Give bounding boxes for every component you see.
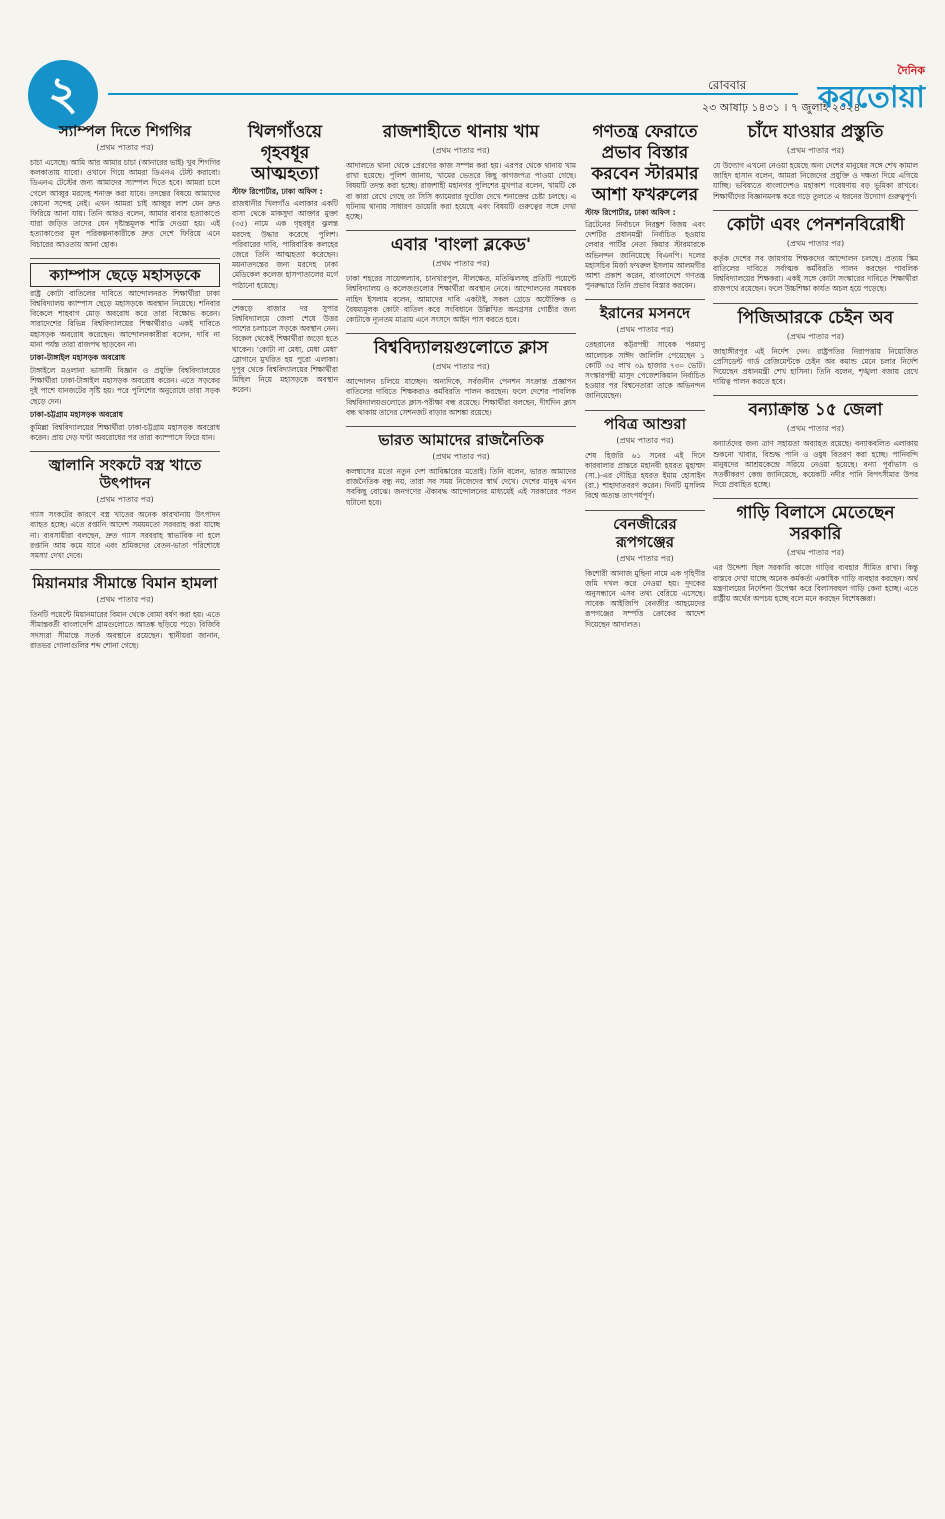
- divider: [713, 210, 918, 211]
- story-sample: [30, 122, 220, 250]
- story-body: ঢাকা শহরের সায়েন্সল্যাব, চানখারপুল, নীলক্ষেত, মতিঝিলসহ প্রতিটি পয়েন্টে বিশ্ববিদ্যালয় ও কলেজগুলোর শিক্ষার্থীরা অবস্থান নেবে। আন্দোলনের সমন্বয়ক নাহিদ ইসলাম বলেন, আমাদের দাবি একটাই, সকল গ্রেডে অযৌক্তিক ও বৈষম্যমূলক কোটা বাতিল করে সংবিধানে উল্লিখিত অনগ্রসর গোষ্ঠীর জন্য কোটাকে ন্যূনতম মাত্রায় এনে সংসদে আইন পাস করতে হবে।: [346, 274, 576, 325]
- continuation-note: (প্রথম পাতার পর): [616, 325, 674, 335]
- story-body: কর্তৃক দেশের সব জায়গায় শিক্ষকদের আন্দোলন চলছে। প্রত্যয় স্কিম বাতিলের দাবিতে সর্বাত্মক কর্মবিরতি পালন করছেন পাবলিক বিশ্ববিদ্যালয়ের শিক্ষকরা। একই সঙ্গে কোটা সংস্কারের দাবিতে শিক্ষার্থীরা রাজপথে রয়েছেন। ফলে উচ্চশিক্ষা কার্যত অচল হয়ে পড়েছে।: [713, 253, 918, 294]
- story-myanmar: [30, 574, 220, 651]
- story-quota-pension: [713, 215, 918, 295]
- continuation-note: (প্রথম পাতার পর): [96, 495, 154, 505]
- headline: ভারত আমাদের রাজনৈতিক: [378, 431, 544, 450]
- story-body: কুমিল্লা বিশ্ববিদ্যালয়ের শিক্ষার্থীরা ঢাকা-চট্টগ্রাম মহাসড়ক অবরোধ করেন। প্রায় দেড় ঘণ্টা অবরোধের পর তারা ক্যাম্পাসে ফিরে যান।: [30, 422, 220, 443]
- continuation-note: (প্রথম পাতার পর): [616, 553, 674, 563]
- story-body: বন্যার্তদের জন্য ত্রাণ সহায়তা অব্যাহত রয়েছে। বন্যাকবলিত এলাকায় শুকনো খাবার, বিশুদ্ধ পানি ও ওষুধ বিতরণ করা হচ্ছে। পানিবন্দি মানুষদের আশ্রয়কেন্দ্রে সরিয়ে নেওয়া হয়েছে। বন্যা পূর্বাভাস ও সতর্কীকরণ কেন্দ্র জানিয়েছে, কয়েকটি নদীর পানি বিপৎসীমার উপর দিয়ে প্রবাহিত হচ্ছে।: [713, 439, 918, 490]
- divider: [346, 426, 576, 427]
- story-university-class: [346, 338, 576, 418]
- story-body: শেকড়ে বাজার দর সুপার বিশ্ববিদ্যালয়ে জেলা শেষে উত্তর পাশের চলাচলে সড়কে অবস্থান নেন। বিকেল থেকেই শিক্ষার্থীরা জড়ো হতে থাকেন। 'কোটা না মেধা, মেধা মেধা' স্লোগানে মুখরিত হয় পুরো এলাকা। দুপুর থেকে বিশ্ববিদ্যালয়ের শিক্ষার্থীরা মিছিল নিয়ে মহাসড়কে অবস্থান করেন।: [232, 303, 338, 395]
- divider: [30, 258, 220, 259]
- divider: [30, 569, 220, 570]
- header-date: ২৩ আষাঢ় ১৪৩১ । ৭ জুলাই ২০২৪: [702, 101, 861, 114]
- story-body: শেষ হিজরি ৬১ সনের এই দিনে কারবালার প্রান্তরে মহানবী হযরত মুহাম্মদ (সা.)-এর দৌহিত্র হযরত ইমাম হোসাইন (রা.) শাহাদাতবরণ করেন। দিনটি মুসলিম বিশ্বে অত্যন্ত তাৎপর্যপূর্ণ।: [585, 450, 705, 501]
- headline: এবার 'বাংলা ব্লকেড': [390, 235, 532, 256]
- story-body: কলম্বাসের মতো নতুন দেশ আবিষ্কারের মতোই। তিনি বলেন, ভারত আমাদের রাজনৈতিক বন্ধু নয়, তারা সব সময় নিজেদের স্বার্থ দেখে। দেশের মানুষ এখন সবকিছু বোঝে। জনগণের ঐক্যবদ্ধ আন্দোলনের মাধ্যমেই এই সরকারের পতন ঘটানো হবে।: [346, 467, 576, 507]
- continuation-note: (প্রথম পাতার পর): [786, 146, 845, 155]
- masthead-title: করতোয়া: [817, 80, 925, 115]
- headline: খিলগাঁওয়ে গৃহবধূর আত্মহত্যা: [247, 122, 323, 184]
- story-body: টাঙ্গাইলে মওলানা ভাসানী বিজ্ঞান ও প্রযুক্তি বিশ্ববিদ্যালয়ের শিক্ষার্থীরা ঢাকা-টাঙ্গাইল মহাসড়ক অবরোধ করেন। এতে সড়কের দুই পাশে যানজটের সৃষ্টি হয়। পরে পুলিশের অনুরোধে তারা সড়ক ছেড়ে দেন।: [30, 366, 220, 406]
- story-body: আদালতে থানা থেকে প্রেরণের কাজ সম্পন্ন করা হয়। এরপর থেকে থানায় খাম রাখা হয়েছে। পুলিশ জানায়, খামের ভেতরে কিছু কাগজপত্র পাওয়া গেছে। বিষয়টি তদন্ত করা হচ্ছে। রাজশাহী মহানগর পুলিশের মুখপাত্র বলেন, খামটি কে বা কারা রেখে গেছে তা সিসি ক্যামেরার ফুটেজ দেখে শনাক্তের চেষ্টা চলছে। এ ঘটনায় থানায় সাধারণ ডায়েরি করা হয়েছে এবং বিষয়টি গুরুত্বের সঙ্গে দেখা হচ্ছে।: [346, 161, 576, 222]
- column-5: [713, 120, 918, 1500]
- story-continued: [232, 304, 338, 396]
- story-pgr: [713, 308, 918, 388]
- story-iran: [585, 304, 705, 401]
- continuation-note: (প্রথম পাতার পর): [432, 259, 490, 269]
- story-moon: [713, 122, 918, 202]
- headline: গণতন্ত্র ফেরাতে প্রভাব বিস্তার করবেন স্টারমার আশা ফখরুলের: [591, 122, 699, 205]
- story-car-luxury: [713, 503, 918, 604]
- continuation-note: (প্রথম পাতার পর): [432, 146, 490, 155]
- divider: [346, 230, 576, 231]
- headline: চাঁদে যাওয়ার প্রস্তুতি: [747, 122, 884, 142]
- headline: বন্যাক্রান্ত ১৫ জেলা: [748, 400, 883, 421]
- column-3: [346, 120, 576, 1500]
- story-ashura: [585, 415, 705, 502]
- headline: ক্যাম্পাস ছেড়ে মহাসড়কে: [30, 263, 220, 287]
- story-bangla-blockade: [346, 235, 576, 325]
- divider: [585, 299, 705, 300]
- masthead-small: দৈনিক: [897, 64, 925, 77]
- story-benazir: [585, 515, 705, 630]
- column-1: [30, 120, 220, 1500]
- story-campus: [30, 263, 220, 443]
- story-body: তেহরানের কট্টরপন্থী সাবেক পরমাণু আলোচক সাঈদ জালিলি পেয়েছেন ১ কোটি ৩৫ লাখ ৩৯ হাজার ৭৩০ ভোট। সংস্কারপন্থী মাসুদ পেজেশকিয়ান নির্বাচিত হওয়ার পর বিশ্বনেতারা তাকে অভিনন্দন জানিয়েছেন।: [585, 340, 705, 401]
- continuation-note: (প্রথম পাতার পর): [616, 435, 674, 445]
- story-body: জাহাঙ্গীরপুর এই নির্দেশ দেন। রাষ্ট্রপতির নিরাপত্তায় নিয়োজিত প্রেসিডেন্ট গার্ড রেজিমেন্টকে চেইন অব কমান্ড মেনে চলার নির্দেশ দিয়েছেন প্রধানমন্ত্রী শেখ হাসিনা। তিনি বলেন, শৃঙ্খলা বজায় রেখে দায়িত্ব পালন করতে হবে।: [713, 346, 918, 387]
- headline: ইরানের মসনদে: [600, 304, 690, 323]
- story-body: তিনটি পয়েন্টে মিয়ানমারের বিমান থেকে বোমা বর্ষণ করা হয়। এতে সীমান্তবর্তী বাংলাদেশি গ্রামগুলোতে আতঙ্ক ছড়িয়ে পড়ে। বিজিবি সদস্যরা সীমান্তে সতর্ক অবস্থানে রয়েছেন। স্থানীয়রা জানান, রাতভর গোলাগুলির শব্দ শোনা গেছে।: [30, 610, 220, 650]
- story-body: গ্যাস সংকটের কারণে বস্ত্র খাতের অনেক কারখানায় উৎপাদন ব্যাহত হচ্ছে। এতে রপ্তানি আদেশ সময়মতো সরবরাহ করা যাচ্ছে না। ব্যবসায়ীরা বলছেন, দ্রুত গ্যাস সরবরাহ স্বাভাবিক না হলে রপ্তানি আয় কমে যাবে এবং শ্রমিকদের বেতন-ভাতা পরিশোধে সমস্যা দেখা দেবে।: [30, 510, 220, 561]
- story-starmer: [585, 122, 705, 291]
- headline: মিয়ানমার সীমান্তে বিমান হামলা: [32, 574, 218, 593]
- divider: [585, 410, 705, 411]
- divider: [713, 395, 918, 396]
- subheading: ঢাকা-চট্টগ্রাম মহাসড়ক অবরোধ: [30, 409, 123, 419]
- continuation-note: (প্রথম পাতার পর): [786, 331, 845, 341]
- story-body: কিশোরী আনাজ মুছিনা নামে এক গৃহিণীর জমি দখল করে নেওয়া হয়। দুদকের অনুসন্ধানে এসব তথ্য বেরিয়ে এসেছে। সাবেক আইজিপি বেনজীর আহমেদের রূপগঞ্জের সম্পত্তি ক্রোকের আদেশ দিয়েছেন আদালত।: [585, 568, 705, 629]
- headline: স্যাম্পল দিতে শিগগির: [58, 122, 192, 140]
- story-khilgaon: [232, 122, 338, 291]
- header-rule: [108, 93, 798, 95]
- continuation-note: (প্রথম পাতার পর): [432, 452, 490, 462]
- headline: কোটা এবং পেনশনবিরোধী: [726, 214, 905, 235]
- continuation-note: (প্রথম পাতার পর): [786, 424, 845, 434]
- headline: বেনজীরের রূপগঞ্জের: [613, 514, 677, 551]
- continuation-note: (প্রথম পাতার পর): [96, 143, 154, 152]
- story-body: রাষ্ট্র কোটা বাতিলের দাবিতে আন্দোলনরত শিক্ষার্থীরা ঢাকা বিশ্ববিদ্যালয় ক্যাম্পাস ছেড়ে মহাসড়কে অবস্থান নিয়েছে। শনিবার বিকেলে শাহবাগ মোড় অবরোধ করে তারা বিক্ষোভ করেন। সারাদেশের বিভিন্ন বিশ্ববিদ্যালয়ের শিক্ষার্থীরাও একই দাবিতে মহাসড়ক অবরোধ করেছেন। আন্দোলনকারীরা বলেন, দাবি না মানা পর্যন্ত তারা রাজপথ ছাড়বেন না।: [30, 288, 220, 349]
- story-body: যে উদ্যোগ এখনো নেওয়া হয়েছে অন্য দেশের মানুষের সঙ্গে শেখ কামাল জাহিদ হাসান বলেন, আমরা নিজেদের প্রযুক্তি ও দক্ষতা দিয়ে এগিয়ে যাচ্ছি। ভবিষ্যতে বাংলাদেশও মহাকাশ গবেষণায় বড় ভূমিকা রাখবে। শিক্ষার্থীদের বিজ্ঞানমনস্ক করে গড়ে তুলতে এ ধরনের উদ্যোগ গুরুত্বপূর্ণ।: [713, 161, 918, 201]
- continuation-note: (প্রথম পাতার পর): [786, 548, 845, 558]
- divider: [713, 303, 918, 304]
- story-energy: [30, 456, 220, 561]
- continuation-note: (প্রথম পাতার পর): [96, 595, 154, 605]
- page-number-badge: ২: [28, 60, 98, 130]
- header-day: রোববার: [708, 78, 747, 92]
- continuation-note: (প্রথম পাতার পর): [432, 362, 490, 372]
- headline: জ্বালানি সংকটে বস্ত্র খাতে উৎপাদন: [48, 456, 202, 493]
- story-body: চাচা এসেছে। আমি আর আমার চাচা (আনারের ভাই) খুব শিগগির কলকাতায় যাবো। ওখানে গিয়ে আমরা ডিএনএ টেস্ট করাবো। ডিএনএ টেস্টের জন্য আমাদের স্যাম্পল দিতে হবে। আমরা চলে গেলে আব্বুর মরদেহ শনাক্ত করা যাবে। তদন্তের বিষয়ে আমাদের কোনো সন্দেহ নেই। এখন আমরা চাই আব্বুর লাশ যেন দ্রুত ফিরিয়ে আনা যায়। তিনি আরও বলেন, আমার বাবার হত্যাকাণ্ডে যারা জড়িত তাদের যেন দৃষ্টান্তমূলক শাস্তি দেওয়া হয়। এই হত্যাকাণ্ডের মূল পরিকল্পনাকারীকে দ্রুত দেশে ফিরিয়ে এনে বিচারের আওতায় আনা হোক।: [30, 158, 220, 249]
- continuation-note: (প্রথম পাতার পর): [786, 238, 845, 248]
- column-2: [232, 120, 338, 1500]
- headline: গাড়ি বিলাসে মেতেছেন সরকারি: [736, 503, 895, 545]
- headline: রাজশাহীতে থানায় খাম: [382, 122, 540, 142]
- divider: [346, 333, 576, 334]
- divider: [30, 451, 220, 452]
- divider: [585, 510, 705, 511]
- byline: স্টাফ রিপোর্টার, ঢাকা অফিস :: [232, 187, 323, 196]
- story-flood: [713, 400, 918, 490]
- story-body: আন্দোলন চলিয়ে যাচ্ছেন। অন্যদিকে, সর্বজনীন পেনশন সংক্রান্ত প্রজ্ঞাপন বাতিলের দাবিতে শিক্ষকরাও কর্মবিরতি পালন করছেন। ফলে দেশের পাবলিক বিশ্ববিদ্যালয়গুলোতে ক্লাস-পরীক্ষা বন্ধ রয়েছে। শিক্ষার্থীরা বলছেন, দীর্ঘদিন ক্লাস বন্ধ থাকায় তাদের সেশনজট বাড়ার আশঙ্কা রয়েছে।: [346, 377, 576, 417]
- story-body: এর উদ্দেশ্য ছিল সরকারি কাজে গাড়ির ব্যবহার সীমিত রাখা। কিন্তু বাস্তবে দেখা যাচ্ছে অনেক কর্মকর্তা একাধিক গাড়ি ব্যবহার করছেন। অর্থ মন্ত্রণালয়ের নির্দেশনা উপেক্ষা করে বিলাসবহুল গাড়ি কেনা হচ্ছে। এতে রাষ্ট্রীয় অর্থের অপচয় হচ্ছে বলে মনে করছেন বিশেষজ্ঞরা।: [713, 563, 918, 604]
- divider: [713, 498, 918, 499]
- column-4: [585, 120, 705, 1500]
- story-body: রাজধানীর খিলগাঁও এলাকার একটি বাসা থেকে মাকসুদা আক্তার মুক্তা (৩৫) নামে এক গৃহবধূর ঝুলন্ত মরদেহ উদ্ধার করেছে পুলিশ। পরিবারের দাবি, পারিবারিক কলহের জেরে তিনি আত্মহত্যা করেছেন। ময়নাতদন্তের জন্য মরদেহ ঢাকা মেডিকেল কলেজ হাসপাতালের মর্গে পাঠানো হয়েছে।: [232, 199, 338, 290]
- byline: স্টাফ রিপোর্টার, ঢাকা অফিস :: [585, 208, 676, 217]
- divider: [232, 299, 338, 300]
- story-india: [346, 431, 576, 508]
- headline: বিশ্ববিদ্যালয়গুলোতে ক্লাস: [373, 338, 549, 359]
- story-body: ব্রিটেনের নির্বাচনে নিরঙ্কুশ বিজয় এবং দেশটির প্রধানমন্ত্রী নির্বাচিত হওয়ায় লেবার পার্টির নেতা কিয়ার স্টারমারকে অভিনন্দন জানিয়েছে বিএনপি। দলের মহাসচিব মির্জা ফখরুল ইসলাম আলমগীর আশা প্রকাশ করেন, বাংলাদেশে গণতন্ত্র পুনরুদ্ধারে তিনি প্রভাব বিস্তার করবেন।: [585, 220, 705, 291]
- story-rajshahi: [346, 122, 576, 222]
- masthead: [805, 62, 925, 115]
- headline: পবিত্র আশুরা: [603, 414, 687, 433]
- headline: পিজিআরকে চেইন অব: [737, 307, 894, 328]
- subheading: ঢাকা-টাঙ্গাইল মহাসড়ক অবরোধ: [30, 353, 126, 363]
